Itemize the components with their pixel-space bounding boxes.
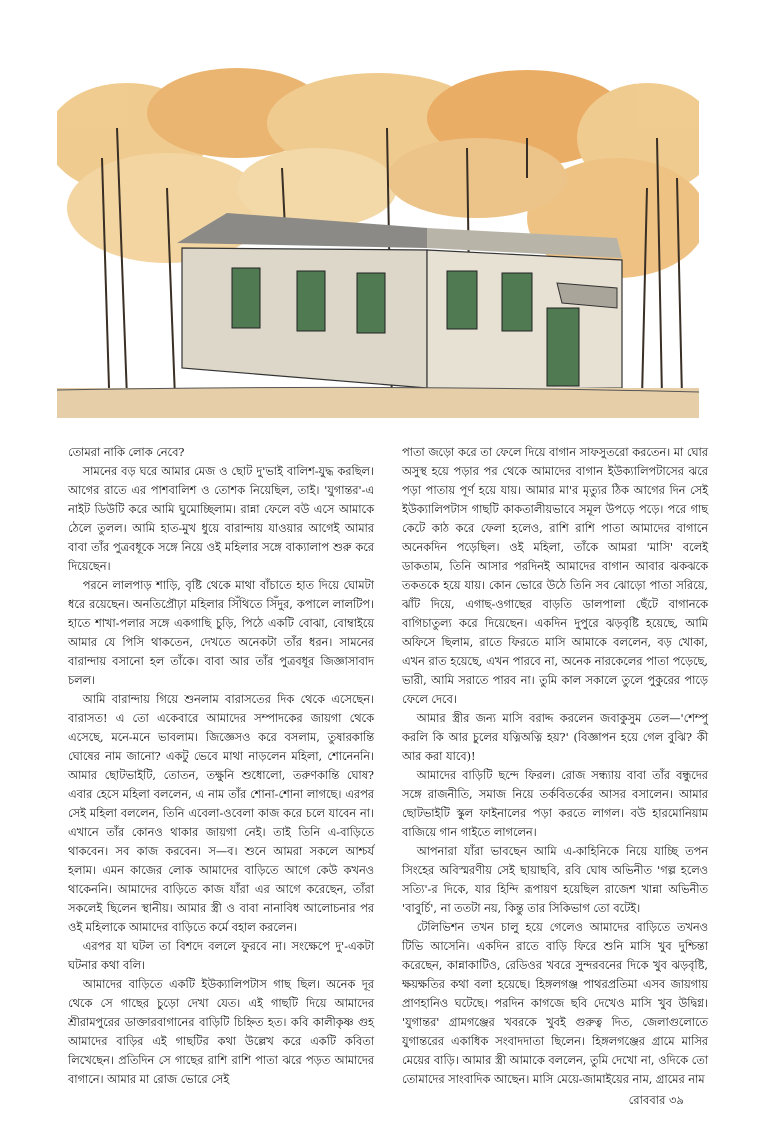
paragraph: আমার স্ত্রীর জন্য মাসি বরাদ্দ করলেন জবাকুসুম তেল—'শেম্পু করলি কি আর চুলের যত্নিঅত্নি হয়?' (বিজ্ঞাপন হয়ে গেল বুঝি? কী আর করা যাবে)!	[402, 712, 708, 763]
paragraph: সামনের বড় ঘরে আমার মেজ ও ছোট দু'ভাই বালিশ-যুদ্ধ করছিল। আগের রাতে এর পাশবালিশ ও তোশক নিয়েছিল, তাই। 'যুগান্তর'-এ নাইট ডিউটি করে আমি ঘুমোচ্ছিলাম। রান্না ফেলে বউ এসে আমাকে ঠেলে তুলল। আমি হাত-মুখ ধুয়ে বারান্দায় যাওয়ার আগেই আমার বাবা তাঁর পুত্রবধূকে সঙ্গে নিয়ে ওই মহিলার সঙ্গে বাক্যালাপ শুরু করে দিয়েছেন।	[68, 465, 374, 573]
paragraph: টেলিভিশন তখন চালু হয়ে গেলেও আমাদের বাড়িতে তখনও টিভি আসেনি। একদিন রাতে বাড়ি ফিরে শুনি মাসি খুব দুশ্চিন্তা করেছেন, কান্নাকাটিও, রেডিওর খবরে সুন্দরবনের দিকে খুব ঝড়বৃষ্টি, ক্ষয়ক্ষতির কথা বলা হয়েছে। হিঙ্গলগঞ্জ পাথরপ্রতিমা এসব জায়গায় প্রাণহানিও ঘটেছে। পরদিন কাগজে ছবি দেখেও মাসি খুব উদ্বিগ্ন। 'যুগান্তর' গ্রামগঞ্জের খবরকে খুবই গুরুত্ব দিত, জেলাগুলোতে যুগান্তরের একাধিক সংবাদদাতা ছিলেন। হিঙ্গলগঞ্জের গ্রামে মাসির মেয়ের বাড়ি। আমার স্ত্রী আমাকে বললেন, তুমি দেখো না, ওদিকে তো তোমাদের সাংবাদিক আছেন। মাসি মেয়ে-জামাইয়ের নাম, গ্রামের নাম	[402, 921, 708, 1086]
paragraph: তোমরা নাকি লোক নেবে?	[68, 446, 185, 459]
house-illustration	[57, 68, 699, 418]
right-column	[402, 443, 708, 1089]
paragraph: এরপর যা ঘটল তা বিশদে বললে ফুরবে না। সংক্ষেপে দু'-একটা ঘটনার কথা বলি।	[68, 940, 374, 972]
page-footer: রোববার ৩৯	[628, 1093, 684, 1107]
paragraph: আমাদের বাড়িতে একটি ইউক্যালিপটাস গাছ ছিল। অনেক দূর থেকে সে গাছের চুড়ো দেখা যেত। এই গাছটি দিয়ে আমাদের শ্রীরামপুরের ডাক্তারবাগানের বাড়িটি চিহ্নিত হত। কবি কালীকৃষ্ণ গুহ আমাদের বাড়ির এই গাছটির কথা উল্লেখ করে একটি কবিতা লিখেছেন। প্রতিদিন সে গাছের রাশি রাশি পাতা ঝরে পড়ত আমাদের বাগানে। আমার মা রোজ ভোরে সেই	[68, 978, 374, 1086]
left-column	[68, 443, 374, 1089]
paragraph: পাতা জড়ো করে তা ফেলে দিয়ে বাগান সাফসুতরো করতেন। মা ঘোর অসুস্থ হয়ে পড়ার পর থেকে আমাদের বাগান ইউক্যালিপটাসের ঝরে পড়া পাতায় পূর্ণ হয়ে যায়। আমার মা'র মৃত্যুর ঠিক আগের দিন সেই ইউক্যালিপটাস গাছটি কাকতালীয়ভাবে সমূল উপড়ে পড়ে। পরে গাছ কেটে কাঠ করে ফেলা হলেও, রাশি রাশি পাতা আমাদের বাগানে অনেকদিন পড়েছিল। ওই মহিলা, তাঁকে আমরা 'মাসি' বলেই ডাকতাম, তিনি আসার পরদিনই আমাদের বাগান আবার ঝকঝকে তকতকে হয়ে যায়। কোন ভোরে উঠে তিনি সব ঝোড়ো পাতা সরিয়ে, ঝাঁট দিয়ে, এগাছ-ওগাছের বাড়তি ডালপালা ছেঁটে বাগানকে বাগিচাতুল্য করে দিয়েছেন। একদিন দুপুরে ঝড়বৃষ্টি হয়েছে, আমি অফিসে ছিলাম, রাতে ফিরতে মাসি আমাকে বললেন, বড় খোকা, এখন রাত হয়েছে, এখন পারবে না, অনেক নারকেলের পাতা পড়েছে, ভারী, আমি সরাতে পারব না। তুমি কাল সকালে তুলে পুকুরের পাড়ে ফেলে দেবে।	[402, 446, 708, 706]
paragraph: আপনারা যাঁরা ভাবছেন আমি এ-কাহিনিকে নিয়ে যাচ্ছি তপন সিংহের অবিস্মরণীয় সেই ছায়াছবি, রবি ঘোষ অভিনীত 'গল্প হলেও সত্যি'-র দিকে, যার হিন্দি রূপায়ণ হয়েছিল রাজেশ খান্না অভিনীত 'বাবুর্চি', না ততটা নয়, কিন্তু তার সিকিভাগ তো বটেই।	[402, 845, 708, 915]
paragraph: আমাদের বাড়িটি ছন্দে ফিরল। রোজ সন্ধ্যায় বাবা তাঁর বন্ধুদের সঙ্গে রাজনীতি, সমাজ নিয়ে তর্কবিতর্কের আসর বসালেন। আমার ছোটভাইটি স্কুল ফাইনালের পড়া করতে লাগল। বউ হারমোনিয়াম বাজিয়ে গান গাইতে লাগলেন।	[402, 769, 708, 839]
paragraph: আমি বারান্দায় গিয়ে শুনলাম বারাসতের দিক থেকে এসেছেন। বারাসত! এ তো একেবারে আমাদের সম্পাদকের জায়গা থেকে এসেছে, মনে-মনে ভাবলাম। জিজ্ঞেসও করে বসলাম, তুষারকান্তি ঘোষের নাম জানো? একটু ভেবে মাথা নাড়লেন মহিলা, শোনেননি। আমার ছোটভাইটি, তোতন, তক্ষুনি শুধোলো, তরুণকান্তি ঘোষ? এবার হেসে মহিলা বললেন, এ নাম তাঁর শোনা-শোনা লাগছে। এরপর সেই মহিলা বললেন, তিনি এবেলা-ওবেলা কাজ করে চলে যাবেন না। এখানে তাঁর কোনও থাকার জায়গা নেই। তাই তিনি এ-বাড়িতে থাকবেন। সব কাজ করবেন। স—ব। শুনে আমরা সকলে আশ্চর্য হলাম। এমন কাজের লোক আমাদের বাড়িতে আগে কেউ কখনও থাকেননি। আমাদের বাড়িতে কাজ যাঁরা এর আগে করেছেন, তাঁরা সকলেই ছিলেন স্থানীয়। আমার স্ত্রী ও বাবা নানাবিধ আলোচনার পর ওই মহিলাকে আমাদের বাড়িতে কর্মে বহাল করলেন।	[68, 693, 374, 934]
paragraph: পরনে লালপাড় শাড়ি, বৃষ্টি থেকে মাথা বাঁচাতে হাত দিয়ে ঘোমটা ধরে রয়েছেন। অনতিপ্রৌঢ়া মহিলার সিঁথিতে সিঁদুর, কপালে লালটিপ। হাতে শাখা-পলার সঙ্গে একগাছি চুড়ি, পিঠে একটি বোঝা, বোম্বাইয়ে আমার যে পিসি থাকতেন, দেখতে অনেকটা তাঁর ধরন। সামনের বারান্দায় বসানো হল তাঁকে। বাবা আর তাঁর পুত্রবধূর জিজ্ঞাসাবাদ চলল।	[68, 579, 374, 687]
house	[177, 213, 622, 390]
